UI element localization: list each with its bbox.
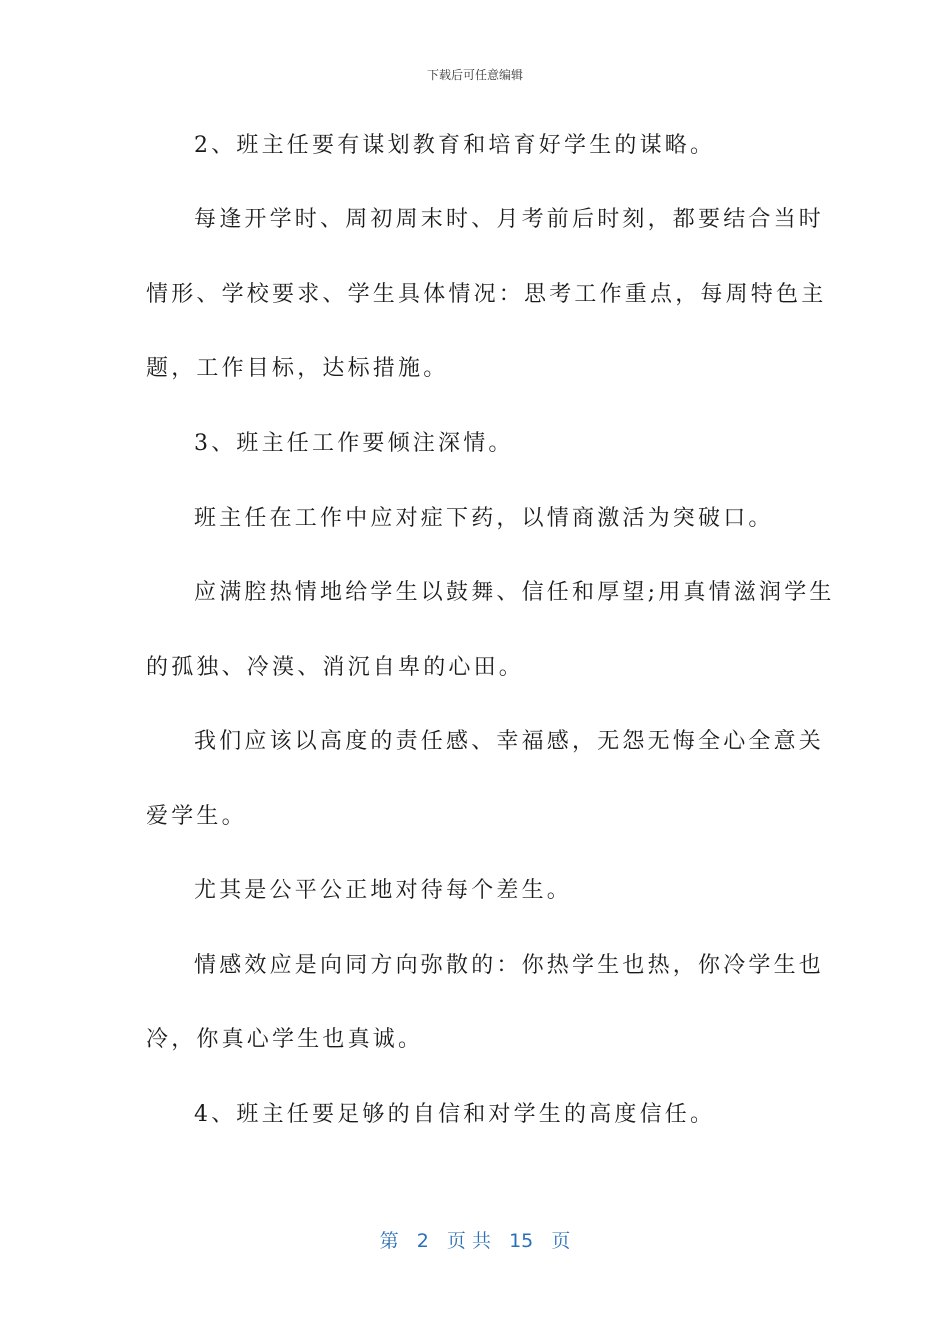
paragraph-line: 尤其是公平公正地对待每个差生。 <box>194 878 573 903</box>
paragraph-line: 2、班主任要有谋划教育和培育好学生的谋略。 <box>194 133 716 158</box>
paragraph-line: 情感效应是向同方向弥散的：你热学生也热，你冷学生也 <box>194 953 825 978</box>
paragraph-line: 我们应该以高度的责任感、幸福感，无怨无悔全心全意关 <box>194 729 825 754</box>
page-middle-text: 页 共 <box>446 1230 491 1252</box>
page-suffix: 页 <box>551 1230 571 1252</box>
paragraph-line: 题，工作目标，达标措施。 <box>146 356 449 381</box>
total-pages-number: 15 <box>509 1230 534 1252</box>
page-footer <box>0 1226 950 1253</box>
page-header: 下载后可任意编辑 <box>426 68 523 82</box>
paragraph-line: 情形、学校要求、学生具体情况：思考工作重点，每周特色主 <box>146 282 827 307</box>
paragraph-line: 3、班主任工作要倾注深情。 <box>194 431 514 456</box>
page-prefix: 第 <box>379 1230 399 1252</box>
paragraph-line: 的孤独、冷漠、消沉自卑的心田。 <box>146 655 525 680</box>
paragraph-line: 应满腔热情地给学生以鼓舞、信任和厚望;用真情滋润学生 <box>194 580 835 605</box>
paragraph-line: 班主任在工作中应对症下药，以情商激活为突破口。 <box>194 506 774 531</box>
paragraph-line: 爱学生。 <box>146 804 247 829</box>
current-page-number: 2 <box>416 1230 429 1252</box>
paragraph-line: 冷，你真心学生也真诚。 <box>146 1027 424 1052</box>
paragraph-line: 每逢开学时、周初周末时、月考前后时刻，都要结合当时 <box>194 207 825 232</box>
paragraph-line: 4、班主任要足够的自信和对学生的高度信任。 <box>194 1102 716 1127</box>
